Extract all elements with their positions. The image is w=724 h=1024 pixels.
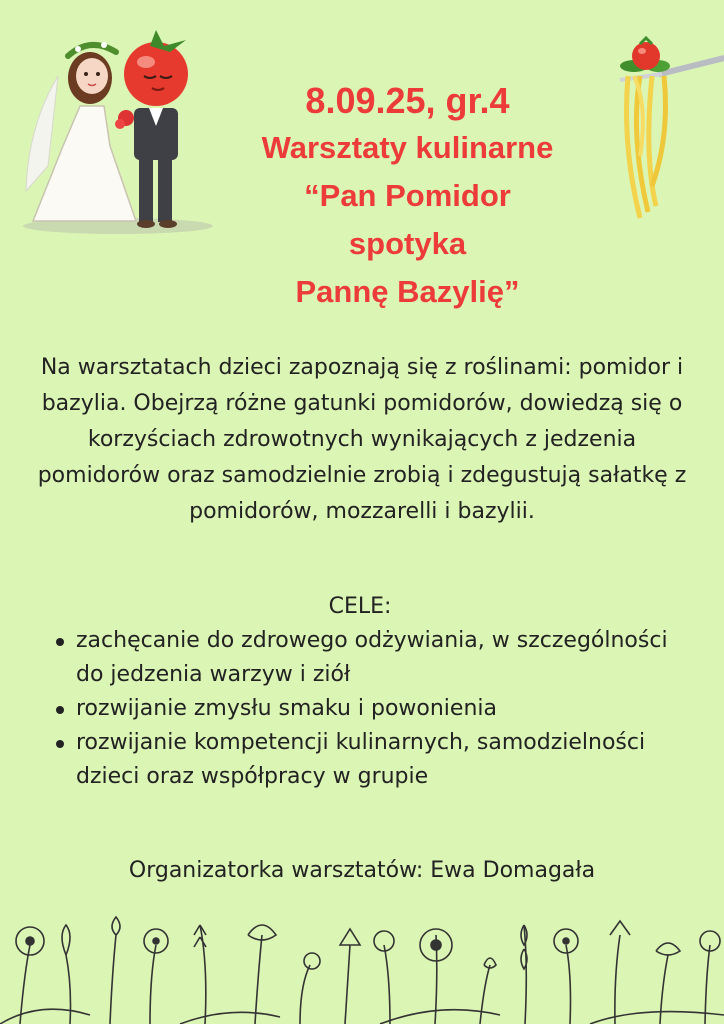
goals-title: CELE: [328,594,392,619]
spaghetti-on-fork-illustration [600,36,724,226]
title-line: Pannę Bazylię” [295,274,520,309]
title-line: Warsztaty kulinarne [261,130,554,165]
poster-heading [200,78,615,316]
bride-and-tomato-groom-illustration [18,16,218,236]
goals-section [40,590,700,794]
title-line: “Pan Pomidor [304,178,511,213]
goals-list [40,624,700,794]
title-line: spotyka [348,226,467,261]
organizer-line: Organizatorka warsztatów: Ewa Domagała [128,858,596,883]
date-and-group: 8.09.25, gr.4 [305,80,510,121]
wildflowers-border [0,905,724,1024]
intro-paragraph: Na warsztatach dzieci zapoznają się z roślinami: pomidor i bazylia. Obejrzą różne gatunki pomidorów, dowiedzą się o korzyściach zdrowotnych wynikających z jedzenia pomidorów oraz samodzielnie zrobią i zdegustują sałatkę z pomidorów, mozzarelli i bazylii. [37,355,687,524]
goal-item: rozwijanie kompetencji kulinarnych, samodzielności dzieci oraz współpracy w grupie [40,726,700,794]
goal-item: zachęcanie do zdrowego odżywiania, w szczególności do jedzenia warzyw i ziół [40,624,700,692]
goal-item: rozwijanie zmysłu smaku i powonienia [40,692,700,726]
workshop-title [200,124,615,316]
